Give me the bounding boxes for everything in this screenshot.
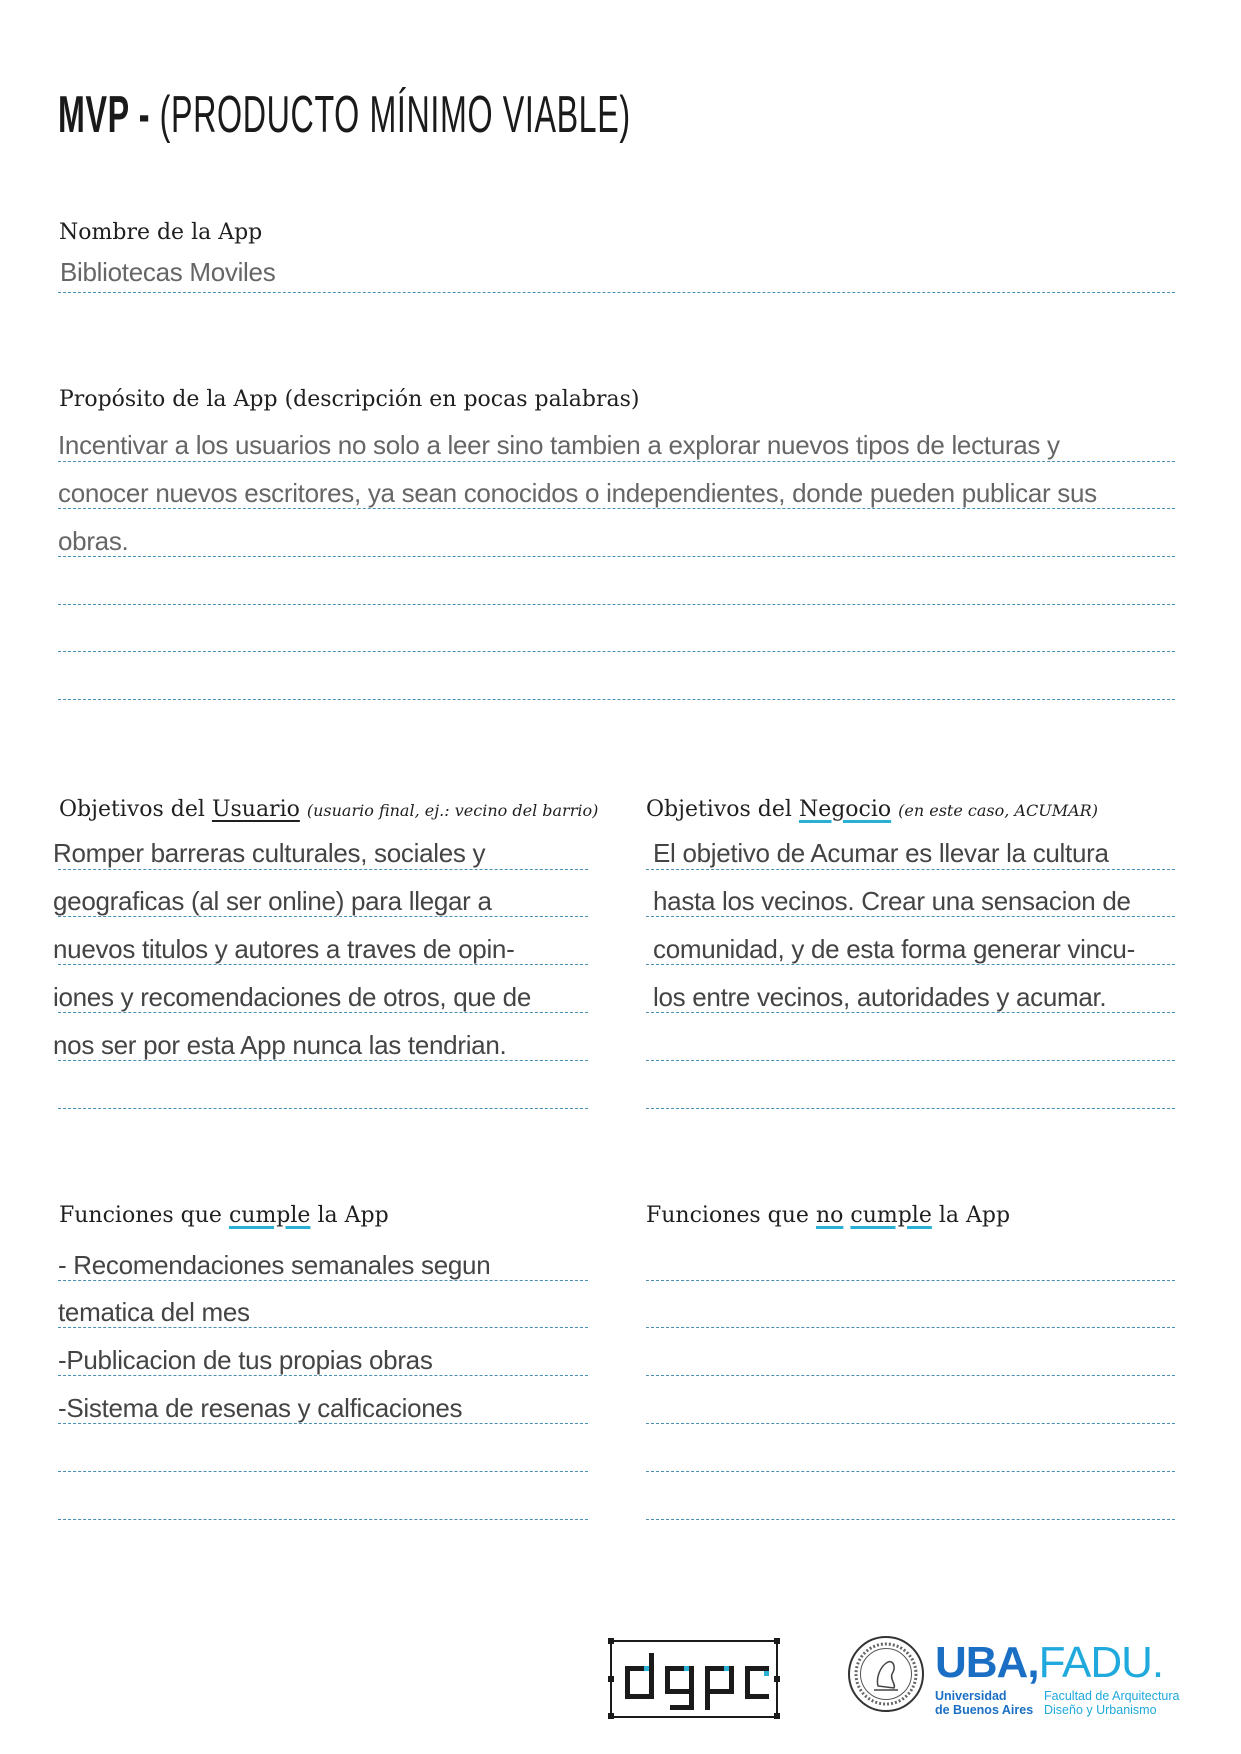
purpose-rule-6	[58, 699, 1175, 700]
fadu-line-2: Diseño y Urbanismo	[1044, 1703, 1157, 1717]
business-goals-label	[646, 797, 1098, 822]
user-goals-label-note: (usuario final, ej.: vecino del barrio)	[306, 801, 599, 820]
user-goals-rule-5	[58, 1060, 588, 1061]
functions-yes-line-3[interactable]: -Publicacion de tus propias obras	[58, 1345, 433, 1375]
functions-yes-rule-6	[58, 1519, 588, 1520]
functions-no-label-prefix: Funciones que	[646, 1203, 816, 1228]
functions-yes-label-keyword: cumple	[228, 1203, 311, 1228]
user-goals-line-2[interactable]: geograficas (al ser online) para llegar a	[53, 886, 492, 916]
business-goals-line-3[interactable]: comunidad, y de esta forma generar vincu-	[653, 934, 1135, 964]
purpose-label: Propósito de la App (descripción en pocas palabras)	[59, 387, 640, 412]
fadu-logo-text: FADU.	[1038, 1638, 1164, 1687]
title-bold: MVP -	[58, 86, 151, 144]
business-goals-line-1[interactable]: El objetivo de Acumar es llevar la cultura	[653, 838, 1109, 868]
business-goals-rule-2	[646, 916, 1175, 917]
business-goals-line-2[interactable]: hasta los vecinos. Crear una sensacion de	[653, 886, 1131, 916]
business-goals-label-prefix: Objetivos del	[646, 797, 799, 822]
business-goals-rule-4	[646, 1012, 1175, 1013]
functions-yes-line-4[interactable]: -Sistema de resenas y calficaciones	[58, 1393, 463, 1423]
business-goals-line-4[interactable]: los entre vecinos, autoridades y acumar.	[653, 982, 1107, 1012]
functions-yes-rule-2	[58, 1327, 588, 1328]
purpose-line-3[interactable]: obras.	[58, 526, 129, 556]
functions-no-label-keyword-no: no	[815, 1203, 844, 1228]
functions-no-rule-5	[646, 1471, 1175, 1472]
fadu-line-1: Facultad de Arquitectura	[1044, 1689, 1180, 1703]
functions-no-label-suffix: la App	[931, 1203, 1011, 1228]
functions-yes-rule-5	[58, 1471, 588, 1472]
purpose-line-1[interactable]: Incentivar a los usuarios no solo a leer sino tambien a explorar nuevos tipos de lecturas y	[58, 430, 1060, 460]
business-goals-label-keyword: Negocio	[798, 797, 892, 822]
purpose-rule-4	[58, 604, 1175, 605]
page-title	[58, 80, 631, 150]
business-goals-rule-1	[646, 869, 1175, 870]
uba-fadu-logo	[935, 1640, 1163, 1686]
user-goals-line-4[interactable]: iones y recomendaciones de otros, que de	[53, 982, 531, 1012]
uba-university-name	[935, 1689, 1033, 1717]
purpose-rule-3	[58, 556, 1175, 557]
functions-yes-label-suffix: la App	[310, 1203, 389, 1228]
functions-no-rule-4	[646, 1423, 1175, 1424]
functions-no-rule-3	[646, 1375, 1175, 1376]
functions-yes-rule-4	[58, 1423, 588, 1424]
app-name-label: Nombre de la App	[59, 220, 263, 245]
user-goals-rule-2	[58, 916, 588, 917]
functions-yes-label	[59, 1203, 389, 1228]
functions-yes-line-1[interactable]: - Recomendaciones semanales segun	[58, 1250, 491, 1280]
functions-yes-rule-3	[58, 1375, 588, 1376]
business-goals-rule-5	[646, 1060, 1175, 1061]
purpose-line-2[interactable]: conocer nuevos escritores, ya sean conocidos o independientes, donde pueden publicar sus	[58, 478, 1097, 508]
functions-yes-label-prefix: Funciones que	[59, 1203, 229, 1228]
uba-line-2: de Buenos Aires	[935, 1703, 1034, 1717]
uba-line-1: Universidad	[935, 1689, 1007, 1703]
user-goals-rule-6	[58, 1108, 588, 1109]
user-goals-rule-4	[58, 1012, 588, 1013]
app-name-rule	[58, 292, 1175, 293]
functions-no-rule-6	[646, 1519, 1175, 1520]
app-name-value[interactable]: Bibliotecas Moviles	[60, 257, 276, 287]
dgpc-logo	[608, 1637, 780, 1719]
business-goals-rule-6	[646, 1108, 1175, 1109]
user-goals-line-1[interactable]: Romper barreras culturales, sociales y	[53, 838, 486, 868]
functions-no-label	[646, 1203, 1010, 1228]
uba-seal-icon	[848, 1636, 924, 1712]
functions-yes-line-2[interactable]: tematica del mes	[58, 1297, 250, 1327]
functions-no-rule-1	[646, 1280, 1175, 1281]
functions-yes-rule-1	[58, 1280, 588, 1281]
functions-no-rule-2	[646, 1327, 1175, 1328]
uba-logo-text: UBA,	[935, 1638, 1039, 1687]
user-goals-line-5[interactable]: nos ser por esta App nunca las tendrian.	[53, 1030, 507, 1060]
purpose-rule-5	[58, 651, 1175, 652]
user-goals-rule-3	[58, 964, 588, 965]
purpose-rule-1	[58, 461, 1175, 462]
purpose-rule-2	[58, 508, 1175, 509]
user-goals-line-3[interactable]: nuevos titulos y autores a traves de opin-	[53, 934, 515, 964]
user-goals-label-prefix: Objetivos del	[59, 797, 212, 822]
user-goals-label-keyword: Usuario	[211, 797, 300, 822]
title-light: (PRODUCTO MÍNIMO VIABLE)	[159, 86, 631, 144]
functions-no-label-keyword-cumple: cumple	[850, 1203, 932, 1228]
user-goals-label	[59, 797, 598, 822]
business-goals-label-note: (en este caso, ACUMAR)	[898, 801, 1098, 820]
fadu-faculty-name	[1044, 1689, 1180, 1717]
user-goals-rule-1	[58, 869, 588, 870]
business-goals-rule-3	[646, 964, 1175, 965]
